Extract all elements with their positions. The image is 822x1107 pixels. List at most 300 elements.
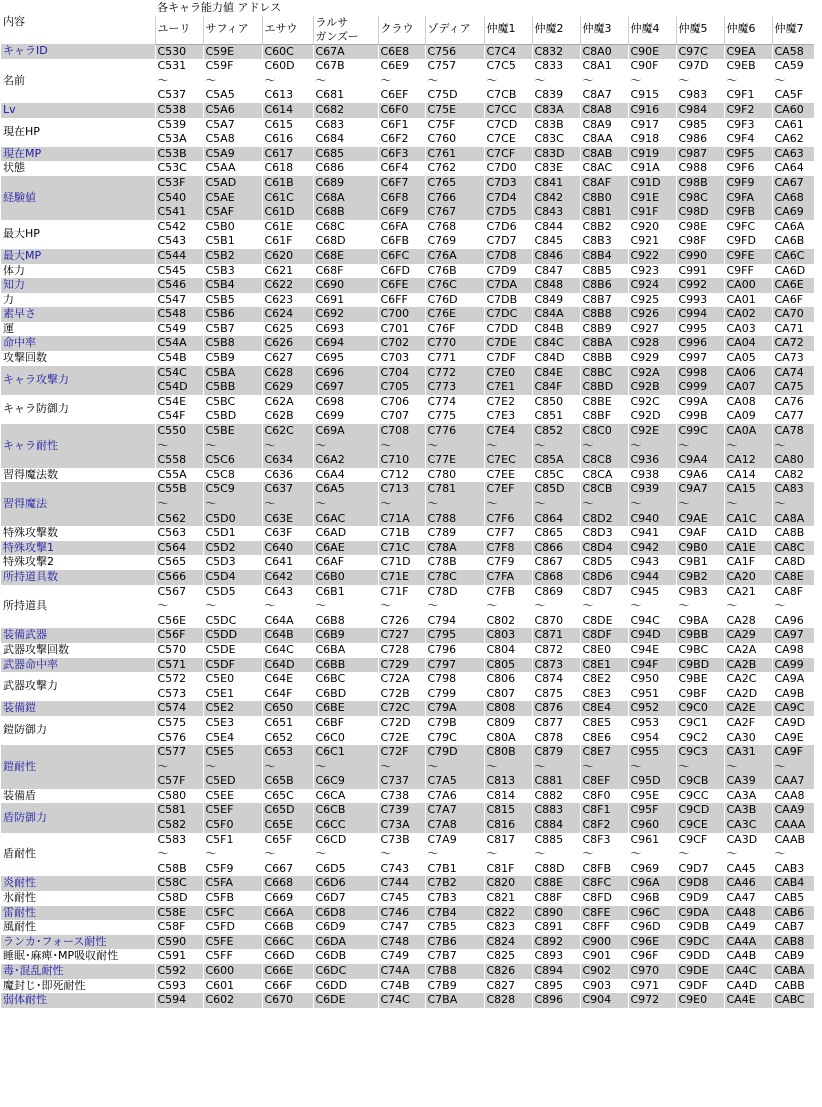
address-cell: C71F: [378, 585, 425, 600]
address-cell: C983: [676, 88, 724, 103]
address-cell: C896: [532, 993, 580, 1008]
address-cell: C76C: [425, 278, 484, 293]
address-cell: CA49: [724, 920, 772, 935]
address-cell: C9F1: [724, 88, 772, 103]
address-cell: C83B: [532, 118, 580, 133]
address-cell: C97D: [676, 59, 724, 74]
address-cell: C71A: [378, 512, 425, 527]
address-cell: CAB6: [772, 906, 814, 921]
address-cell: C5FE: [203, 935, 262, 950]
address-cell: C628: [262, 366, 313, 381]
row-label: 最大HP: [1, 220, 155, 249]
address-cell: ～: [155, 847, 203, 862]
address-cell: C642: [262, 570, 313, 585]
address-cell: CA3A: [724, 789, 772, 804]
address-cell: CA6C: [772, 249, 814, 264]
row-label: 名前: [1, 59, 155, 103]
address-cell: C651: [262, 716, 313, 731]
address-cell: C727: [378, 628, 425, 643]
address-cell: C9D8: [676, 876, 724, 891]
address-cell: C686: [313, 161, 378, 176]
address-cell: C6BE: [313, 701, 378, 716]
address-cell: C653: [262, 745, 313, 760]
address-cell: C8D6: [580, 570, 628, 585]
address-cell: C850: [532, 395, 580, 410]
address-cell: C9F2: [724, 103, 772, 118]
address-cell: CA3D: [724, 833, 772, 848]
address-cell: C5FB: [203, 891, 262, 906]
row-label[interactable]: 習得魔法: [1, 482, 155, 526]
address-cell: ～: [155, 74, 203, 89]
address-cell: ～: [676, 760, 724, 775]
address-cell: C814: [484, 789, 532, 804]
table-row: [1, 935, 814, 950]
table-row: [1, 643, 814, 658]
address-cell: ～: [628, 497, 676, 512]
address-cell: C8BB: [580, 351, 628, 366]
address-cell: C6BB: [313, 658, 378, 673]
address-cell: C5DC: [203, 614, 262, 629]
address-cell: C728: [378, 643, 425, 658]
address-cell: C7CF: [484, 147, 532, 162]
address-cell: C8BE: [580, 395, 628, 410]
address-cell: CA73: [772, 351, 814, 366]
address-cell: C970: [628, 964, 676, 979]
table-row: [1, 526, 814, 541]
address-cell: C9B2: [676, 570, 724, 585]
address-cell: C746: [378, 906, 425, 921]
address-cell: C558: [155, 453, 203, 468]
address-cell: C72B: [378, 687, 425, 702]
address-cell: C53C: [155, 161, 203, 176]
address-cell: C707: [378, 409, 425, 424]
row-label[interactable]: 命中率: [1, 336, 155, 351]
address-cell: C6A4: [313, 468, 378, 483]
address-cell: C998: [676, 366, 724, 381]
table-row: [1, 745, 814, 760]
address-cell: C9BC: [676, 643, 724, 658]
address-cell: C8D4: [580, 541, 628, 556]
address-cell: C7EE: [484, 468, 532, 483]
address-cell: C986: [676, 132, 724, 147]
address-cell: C994: [676, 307, 724, 322]
address-cell: C8B2: [580, 220, 628, 235]
address-cell: C699: [313, 409, 378, 424]
address-cell: C98E: [676, 220, 724, 235]
address-cell: ～: [772, 847, 814, 862]
table-row: [1, 658, 814, 673]
address-cell: C75F: [425, 118, 484, 133]
address-cell: CAB8: [772, 935, 814, 950]
address-cell: ～: [724, 760, 772, 775]
address-cell: C7A8: [425, 818, 484, 833]
address-cell: C9FD: [724, 234, 772, 249]
row-label[interactable]: 毒･混乱耐性: [1, 964, 155, 979]
address-cell: C903: [580, 979, 628, 994]
address-cell: C6AD: [313, 526, 378, 541]
address-cell: C618: [262, 161, 313, 176]
address-cell: CA8B: [772, 526, 814, 541]
address-cell: C6C9: [313, 774, 378, 789]
address-cell: CA8A: [772, 512, 814, 527]
address-cell: C9A7: [676, 482, 724, 497]
address-cell: C78C: [425, 570, 484, 585]
address-cell: C62C: [262, 424, 313, 439]
address-cell: C5AD: [203, 176, 262, 191]
address-cell: CA9F: [772, 745, 814, 760]
row-label[interactable]: ランカ･フォース耐性: [1, 935, 155, 950]
address-cell: C88D: [532, 862, 580, 877]
table-row: [1, 628, 814, 643]
address-cell: C5FD: [203, 920, 262, 935]
address-cell: C8E1: [580, 658, 628, 673]
address-cell: C6F1: [378, 118, 425, 133]
row-label[interactable]: 現在MP: [1, 147, 155, 162]
address-cell: C704: [378, 366, 425, 381]
address-cell: C7F8: [484, 541, 532, 556]
address-cell: C692: [313, 307, 378, 322]
address-cell: CA9C: [772, 701, 814, 716]
address-cell: C6C1: [313, 745, 378, 760]
row-label[interactable]: 鎧耐性: [1, 745, 155, 789]
row-label[interactable]: 素早さ: [1, 307, 155, 322]
address-cell: C748: [378, 935, 425, 950]
address-cell: C780: [425, 468, 484, 483]
table-row: [1, 789, 814, 804]
header-corner-label: 内容: [1, 1, 155, 44]
address-cell: C6AF: [313, 555, 378, 570]
row-label: 力: [1, 293, 155, 308]
address-cell: C865: [532, 526, 580, 541]
address-cell: C6F9: [378, 205, 425, 220]
address-cell: C80B: [484, 745, 532, 760]
address-cell: C823: [484, 920, 532, 935]
address-cell: CA80: [772, 453, 814, 468]
address-cell: C66E: [262, 964, 313, 979]
address-cell: C8C0: [580, 424, 628, 439]
address-cell: C66A: [262, 906, 313, 921]
address-cell: ～: [484, 760, 532, 775]
address-cell: C8AF: [580, 176, 628, 191]
address-cell: C938: [628, 468, 676, 483]
table-row: [1, 979, 814, 994]
address-cell: C6EF: [378, 88, 425, 103]
address-cell: C641: [262, 555, 313, 570]
table-row: [1, 482, 814, 497]
address-cell: C871: [532, 628, 580, 643]
address-cell: C636: [262, 468, 313, 483]
row-label[interactable]: キャラID: [1, 44, 155, 59]
address-cell: CA77: [772, 409, 814, 424]
address-cell: C617: [262, 147, 313, 162]
address-cell: CA9D: [772, 716, 814, 731]
address-cell: C739: [378, 803, 425, 818]
address-cell: C9CE: [676, 818, 724, 833]
address-cell: ～: [676, 74, 724, 89]
address-cell: ～: [378, 439, 425, 454]
address-cell: C640: [262, 541, 313, 556]
address-cell: C6AC: [313, 512, 378, 527]
address-cell: C846: [532, 249, 580, 264]
address-cell: C57F: [155, 774, 203, 789]
row-label[interactable]: Lv: [1, 103, 155, 118]
address-cell: C927: [628, 322, 676, 337]
address-cell: CA60: [772, 103, 814, 118]
address-cell: C629: [262, 380, 313, 395]
address-cell: ～: [313, 760, 378, 775]
address-cell: C6DE: [313, 993, 378, 1008]
address-cell: C61C: [262, 191, 313, 206]
address-cell: C6B0: [313, 570, 378, 585]
address-cell: C5DE: [203, 643, 262, 658]
address-cell: C7B2: [425, 876, 484, 891]
address-cell: C7F9: [484, 555, 532, 570]
address-cell: C7B6: [425, 935, 484, 950]
address-cell: C95E: [628, 789, 676, 804]
address-cell: C844: [532, 220, 580, 235]
address-cell: C884: [532, 818, 580, 833]
address-cell: C74C: [378, 993, 425, 1008]
address-cell: C91F: [628, 205, 676, 220]
address-cell: C65D: [262, 803, 313, 818]
row-label[interactable]: 装備鎧: [1, 701, 155, 716]
row-label[interactable]: 装備武器: [1, 628, 155, 643]
address-cell: C84E: [532, 366, 580, 381]
address-cell: C7BA: [425, 993, 484, 1008]
address-cell: C64D: [262, 658, 313, 673]
address-cell: C530: [155, 44, 203, 59]
address-cell: C6FB: [378, 234, 425, 249]
address-cell: C882: [532, 789, 580, 804]
address-cell: C5ED: [203, 774, 262, 789]
address-cell: C8E6: [580, 731, 628, 746]
address-cell: C8BF: [580, 409, 628, 424]
address-cell: C828: [484, 993, 532, 1008]
address-cell: CA05: [724, 351, 772, 366]
column-header: 仲魔6: [724, 16, 772, 45]
address-cell: CA2B: [724, 658, 772, 673]
table-row: [1, 920, 814, 935]
row-label[interactable]: 経験値: [1, 176, 155, 220]
row-label[interactable]: 雷耐性: [1, 906, 155, 921]
address-cell: ～: [628, 74, 676, 89]
address-cell: C7A7: [425, 803, 484, 818]
address-cell: C8E0: [580, 643, 628, 658]
address-cell: C669: [262, 891, 313, 906]
table-row: [1, 585, 814, 600]
address-cell: C96A: [628, 876, 676, 891]
address-cell: C8F2: [580, 818, 628, 833]
address-cell: C8A9: [580, 118, 628, 133]
address-cell: CA4A: [724, 935, 772, 950]
address-cell: C697: [313, 380, 378, 395]
table-row: [1, 541, 814, 556]
address-cell: C98D: [676, 205, 724, 220]
row-label[interactable]: 知力: [1, 278, 155, 293]
address-cell: C921: [628, 234, 676, 249]
address-cell: ～: [724, 497, 772, 512]
address-cell: ～: [203, 439, 262, 454]
address-cell: C971: [628, 979, 676, 994]
address-cell: CA3C: [724, 818, 772, 833]
address-cell: C726: [378, 614, 425, 629]
address-cell: C5B4: [203, 278, 262, 293]
address-cell: CA45: [724, 862, 772, 877]
row-label[interactable]: 所持道具数: [1, 570, 155, 585]
address-cell: C702: [378, 336, 425, 351]
address-cell: CAA7: [772, 774, 814, 789]
address-cell: C581: [155, 803, 203, 818]
address-cell: C8F0: [580, 789, 628, 804]
address-cell: C920: [628, 220, 676, 235]
row-label[interactable]: 弱体耐性: [1, 993, 155, 1008]
address-cell: C61D: [262, 205, 313, 220]
address-cell: C7B8: [425, 964, 484, 979]
row-label[interactable]: 武器命中率: [1, 658, 155, 673]
address-cell: ～: [724, 439, 772, 454]
address-cell: C867: [532, 555, 580, 570]
address-table: [1, 1, 814, 1008]
address-cell: C5E4: [203, 731, 262, 746]
address-cell: C900: [580, 935, 628, 950]
address-cell: ～: [580, 847, 628, 862]
address-cell: CA0A: [724, 424, 772, 439]
address-cell: C8B7: [580, 293, 628, 308]
address-cell: CA8F: [772, 585, 814, 600]
address-cell: C90F: [628, 59, 676, 74]
address-cell: C891: [532, 920, 580, 935]
row-label[interactable]: 炎耐性: [1, 876, 155, 891]
address-cell: C821: [484, 891, 532, 906]
address-cell: C767: [425, 205, 484, 220]
row-label[interactable]: キャラ攻撃力: [1, 366, 155, 395]
address-cell: C643: [262, 585, 313, 600]
address-cell: C59F: [203, 59, 262, 74]
address-cell: C8A0: [580, 44, 628, 59]
address-cell: C602: [203, 993, 262, 1008]
address-cell: C549: [155, 322, 203, 337]
address-cell: C83D: [532, 147, 580, 162]
address-cell: C842: [532, 191, 580, 206]
address-cell: C650: [262, 701, 313, 716]
address-cell: C729: [378, 658, 425, 673]
address-cell: CA68: [772, 191, 814, 206]
address-cell: C9CC: [676, 789, 724, 804]
table-row: [1, 176, 814, 191]
address-cell: C59E: [203, 44, 262, 59]
address-cell: C9D9: [676, 891, 724, 906]
address-cell: C95D: [628, 774, 676, 789]
address-cell: C545: [155, 264, 203, 279]
column-header: ゾディア: [425, 16, 484, 45]
address-cell: C988: [676, 161, 724, 176]
address-cell: C6F2: [378, 132, 425, 147]
address-cell: C6BA: [313, 643, 378, 658]
address-cell: C960: [628, 818, 676, 833]
address-cell: ～: [378, 760, 425, 775]
address-cell: C944: [628, 570, 676, 585]
address-cell: C924: [628, 278, 676, 293]
address-cell: C5C6: [203, 453, 262, 468]
address-cell: C9CD: [676, 803, 724, 818]
address-cell: C68E: [313, 249, 378, 264]
address-cell: C737: [378, 774, 425, 789]
address-cell: C991: [676, 264, 724, 279]
address-cell: C761: [425, 147, 484, 162]
row-label: 魔封じ･即死耐性: [1, 979, 155, 994]
row-label: 現在HP: [1, 118, 155, 147]
address-cell: C575: [155, 716, 203, 731]
address-cell: C85A: [532, 453, 580, 468]
address-cell: C55A: [155, 468, 203, 483]
address-cell: C637: [262, 482, 313, 497]
address-cell: C97C: [676, 44, 724, 59]
address-cell: C799: [425, 687, 484, 702]
address-cell: C9DE: [676, 964, 724, 979]
address-cell: C574: [155, 701, 203, 716]
row-label: 氷耐性: [1, 891, 155, 906]
address-cell: C79B: [425, 716, 484, 731]
address-cell: C929: [628, 351, 676, 366]
row-label[interactable]: 特殊攻撃1: [1, 541, 155, 556]
table-title: 各キャラ能力値 アドレス: [157, 1, 282, 14]
address-cell: C9FC: [724, 220, 772, 235]
address-cell: ～: [484, 599, 532, 614]
address-cell: C6CC: [313, 818, 378, 833]
table-row: [1, 147, 814, 162]
address-cell: CA1D: [724, 526, 772, 541]
address-cell: C92E: [628, 424, 676, 439]
address-cell: C60C: [262, 44, 313, 59]
address-cell: C7E1: [484, 380, 532, 395]
row-label: 睡眠･麻痺･MP吸収耐性: [1, 949, 155, 964]
row-label[interactable]: 盾防御力: [1, 803, 155, 832]
address-cell: CA21: [724, 585, 772, 600]
address-cell: C7F7: [484, 526, 532, 541]
address-cell: ～: [155, 599, 203, 614]
table-row: [1, 118, 814, 133]
address-cell: C8CB: [580, 482, 628, 497]
address-cell: C936: [628, 453, 676, 468]
address-cell: C7A5: [425, 774, 484, 789]
address-cell: ～: [203, 74, 262, 89]
row-label: 武器攻撃回数: [1, 643, 155, 658]
address-cell: C9DB: [676, 920, 724, 935]
address-cell: C62A: [262, 395, 313, 410]
address-cell: C5BE: [203, 424, 262, 439]
address-cell: C9EA: [724, 44, 772, 59]
address-cell: C544: [155, 249, 203, 264]
address-cell: C808: [484, 701, 532, 716]
row-label[interactable]: 最大MP: [1, 249, 155, 264]
address-cell: C591: [155, 949, 203, 964]
address-cell: C902: [580, 964, 628, 979]
address-cell: C870: [532, 614, 580, 629]
address-cell: CAA9: [772, 803, 814, 818]
address-cell: C53B: [155, 147, 203, 162]
address-cell: ～: [484, 497, 532, 512]
row-label[interactable]: キャラ耐性: [1, 424, 155, 468]
table-row: [1, 395, 814, 410]
address-cell: C8AA: [580, 132, 628, 147]
address-cell: C6CB: [313, 803, 378, 818]
address-cell: C6F8: [378, 191, 425, 206]
address-cell: C570: [155, 643, 203, 658]
address-cell: ～: [772, 497, 814, 512]
address-cell: CAB9: [772, 949, 814, 964]
address-cell: C6DA: [313, 935, 378, 950]
address-cell: C94F: [628, 658, 676, 673]
